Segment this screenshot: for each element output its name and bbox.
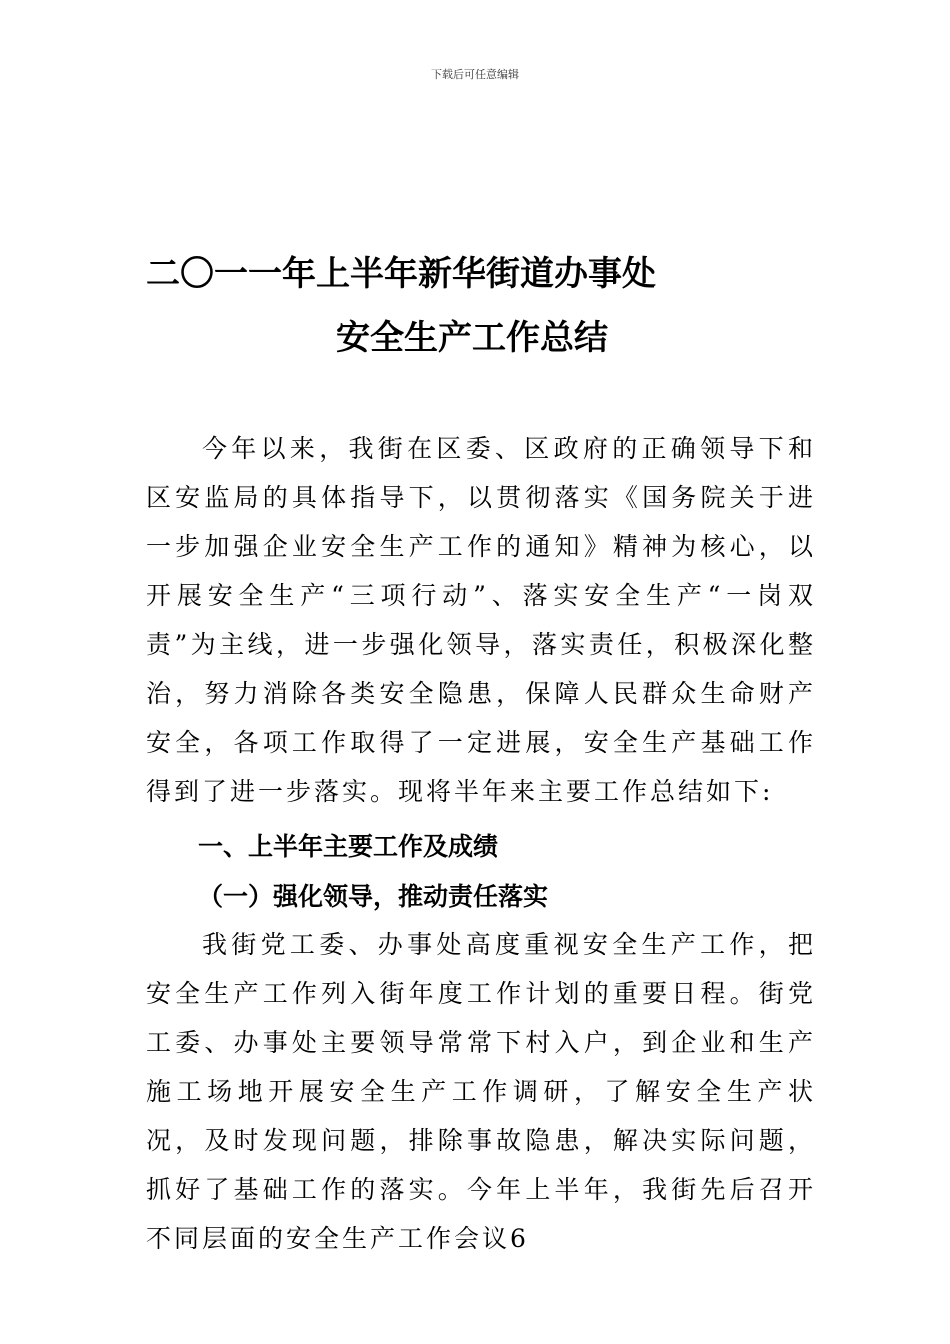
intro-paragraph: 今年以来，我街在区委、区政府的正确领导下和区安监局的具体指导下，以贯彻落实《国务院关于进一步加强企业安全生产工作的通知》精神为核心，以开展安全生产“三项行动”、落实安全生产“一岗双责”为主线，进一步强化领导，落实责任，积极深化整治，努力消除各类安全隐患，保障人民群众生命财产安全，各项工作取得了一定进展，安全生产基础工作得到了进一步落实。现将半年来主要工作总结如下: <box>146 434 816 806</box>
subsection-heading-1: （一）强化领导，推动责任落实 <box>198 882 549 911</box>
section-body-paragraph: 我街党工委、办事处高度重视安全生产工作，把安全生产工作列入街年度工作计划的重要日程。街党工委、办事处主要领导常常下村入户，到企业和生产施工场地开展安全生产工作调研，了解安全生产状况，及时发现问题，排除事故隐患，解决实际问题，抓好了基础工作的落实。今年上半年，我街先后召开不同层面的安全生产工作会议6 <box>146 930 816 1253</box>
document-title-line-1: 二〇一一年上半年新华街道办事处 <box>146 254 656 294</box>
section-heading-1: 一、上半年主要工作及成绩 <box>198 832 499 861</box>
document-title-line-2: 安全生产工作总结 <box>336 318 608 358</box>
header-note: 下载后可任意编辑 <box>431 68 519 81</box>
